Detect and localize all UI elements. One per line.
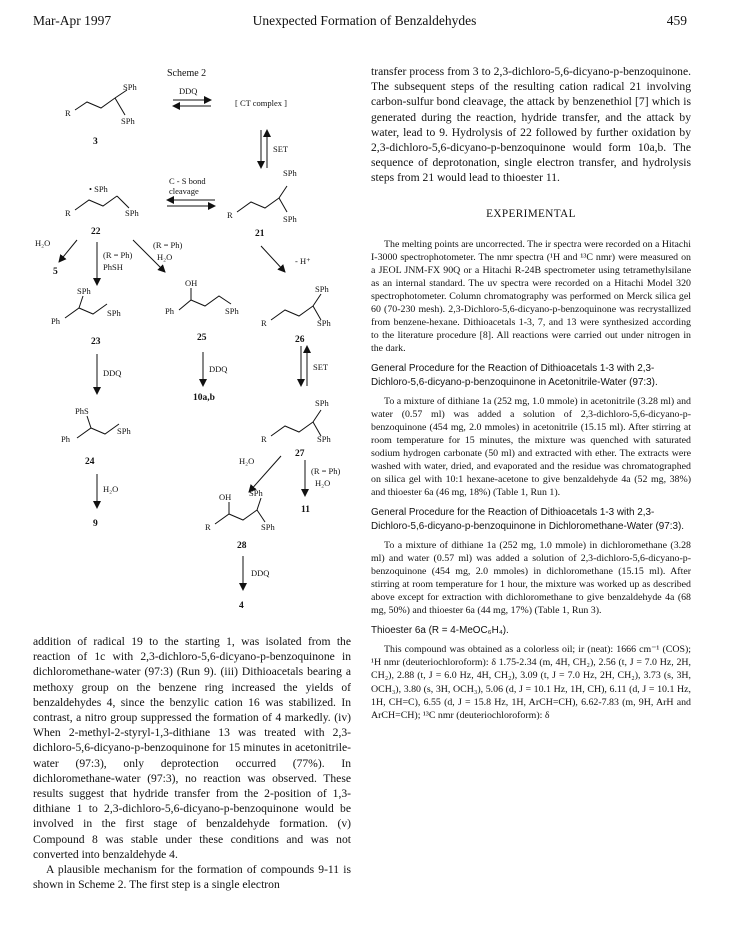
thioester-title: Thioester 6a (R = 4-MeOC₆H₄). [371, 625, 509, 637]
scheme-label-oh-25: OH [185, 278, 198, 288]
procedure-2-title: General Procedure for the Reaction of Dithioacetals 1-3 with 2,3-Dichloro-5,6-dicyano-p-benzoquinone in Dichloromethane-Water (97:3). [371, 507, 685, 532]
reaction-scheme [25, 60, 355, 620]
compound-21: 21 [255, 229, 265, 239]
scheme-label-ph-25: Ph [165, 306, 174, 316]
scheme-label-sph-21a: SPh [283, 168, 297, 178]
scheme-label-cs-cleavage-1: C - S bond [169, 176, 206, 186]
procedure-1-text: To a mixture of dithiane 1a (252 mg, 1.0 mmole) in acetonitrile (3.28 ml) and water (0.57 ml) was added a solution of 2,3-dichloro-5,6-dicyano-p-benzoquinone (454 mg, 2.0 mmoles) in acetonitrile (15.15 ml). After stirring at room temperature for 15 minutes, the mixture was quenched with saturated sodium hydrogen carbonate (50 ml) and extracted with ether. The extracts were washed with water, dried, and evaporated and the residue was chromatographed on silica gel with 10:1 hexane-acetone to give benzaldehyde 4a (52 mg, 38%) and thioester 6a (46 mg, 18%) (Table 1, Run 1). [371, 395, 691, 499]
compound-4: 4 [239, 601, 244, 611]
compound-27: 27 [295, 449, 305, 459]
compound-25: 25 [197, 333, 207, 343]
thioester-text: This compound was obtained as a colorless oil; ir (neat): 1666 cm⁻¹ (COS); ¹H nmr (deuteriochloroform): δ 1.75-2.34 (m, 4H, CH₂), 2.56 (t, J = 7.0 Hz, 2H, CH₂), 2.88 (t, J = 6.0 Hz, 4H, CH₂), 3.09 (t, J = 7.0 Hz, 2H, CH₂), 3.73 (s, 3H, OCH₃), 3.80 (s, 3H, OCH₃), 5.06 (d, J = 10.1 Hz, 1H, CH), 6.11 (d, J = 10.1 Hz, 1H, CH=C), 6.55 (d, J = 15.8 Hz, 1H, ArCH=CH), 6.62-7.83 (m, 9H, ArH and ArCH=CH); ¹³C nmr (deuteriochloroform): δ [371, 644, 691, 721]
scheme-label-ddq-2: DDQ [209, 364, 228, 374]
scheme-label-r-27: R [261, 434, 267, 444]
scheme-label-sph-21b: SPh [283, 214, 297, 224]
scheme-label-rph-2: (R = Ph) [153, 240, 183, 250]
scheme-label-phsh: PhSH [103, 262, 123, 272]
procedure-2-text: To a mixture of dithiane 1a (252 mg, 1.0 mmole) in dichloromethane (3.28 ml) and water (0.57 ml) was added a solution of 2,3-dichloro-5,6-dicyano-p-benzoquinone (454 mg, 2.0 mmoles) in dichloromethane (15.15 ml). After stirring at room temperature for 1 hour, the mixture was worked up as described above except for extraction with dichloromethane to give benzaldehyde 4a (68 mg, 50%) and thioester 6a (44 mg, 17%) (Table 1, Run 3). [371, 539, 691, 617]
scheme-label-rph-3: (R = Ph) [311, 466, 341, 476]
page-number: 459 [666, 13, 687, 28]
compound-26: 26 [295, 335, 305, 345]
scheme-label-sph-22: SPh [125, 208, 139, 218]
scheme-label-sph-27a: SPh [315, 398, 329, 408]
scheme-label-minus-h: - H⁺ [295, 256, 311, 266]
scheme-label-sph-23b: SPh [107, 308, 121, 318]
scheme-label-h2o-2: H₂O [157, 252, 173, 262]
scheme-label-h2o-3: H₂O [103, 484, 119, 494]
scheme-label-set-2: SET [313, 362, 329, 372]
scheme-label-sph-3b: SPh [121, 116, 135, 126]
scheme-label-r-22: R [65, 208, 71, 218]
scheme-label-ddq-4: DDQ [251, 568, 270, 578]
scheme-label-ct-complex: [ CT complex ] [235, 98, 288, 108]
scheme-label-h2o-1: H₂O [35, 238, 51, 248]
scheme-label-dot-sph: • SPh [89, 184, 108, 194]
compound-11: 11 [301, 505, 310, 515]
compound-9a: 9 [93, 519, 98, 529]
left-paragraph-2: A plausible mechanism for the formation of compounds 9-11 is shown in Scheme 2. The first step is a single electron [33, 863, 351, 892]
scheme-label-sph-26a: SPh [315, 284, 329, 294]
right-paragraph-1: transfer process from 3 to 2,3-dichloro-5,6-dicyano-p-benzoquinone. The subsequent steps of the resulting cation radical 21 involving carbon-sulfur bond cleavage, the attack by benzenethiol [7] which is generated during the reaction, hydride transfer, and the attack by water, lead to 9. Hydrolysis of 22 followed by further oxidation by 2,3-dichloro-5,6-dicyano-p-benzoquinone would form 10a,b. The sequence of deprotonation, single electron transfer, and hydrolysis steps from 21 would lead to thioester 11. [371, 65, 691, 185]
compound-23: 23 [91, 337, 101, 347]
left-paragraph-1: addition of radical 19 to the starting 1, was isolated from the reaction of 1c with 2,3-dichloro-5,6-dicyano-p-benzoquinone in dichloromethane-water (97:3) (Run 9). (iii) Dithioacetals bearing a methoxy group on the benzene ring increased the yields of benzaldehydes 4, since the benzylic cation 16 was stabilized. In contrast, a nitro group suppressed the formation of 4 markedly. (iv) When 2-methyl-2-styryl-1,3-dithiane 13 was treated with 2,3-dichloro-5,6-dicyano-p-benzoquinone for 15 minutes in acetonitrile-water (97:3), only deprotection occurred (77%). In dichloromethane-water (97:3), no reaction was observed. These results suggest that hydride transfer from the 2-position of 1,3-dithiane 1 to 2,3-dichloro-5,6-dicyano-p-benzoquinone would be involved in the first stage of benzaldehyde formation. (v) Compound 8 was stable under these conditions and was not converted into benzaldehyde 4. [33, 635, 351, 861]
scheme-label-oh-28: OH [219, 492, 232, 502]
scheme-label-set-1: SET [273, 144, 289, 154]
scheme-label-ph-23: Ph [51, 316, 60, 326]
scheme-label-sph-3a: SPh [123, 82, 137, 92]
scheme-label-sph-26b: SPh [317, 318, 331, 328]
right-column [371, 64, 691, 722]
scheme-label-r-28: R [205, 522, 211, 532]
running-header-title: Unexpected Formation of Benzaldehydes [252, 13, 477, 28]
scheme-label-sph-23a: SPh [77, 286, 91, 296]
scheme-label-sph-25: SPh [225, 306, 239, 316]
scheme-label-h2o-4: H₂O [239, 456, 255, 466]
scheme-label-sph-28b: SPh [261, 522, 275, 532]
scheme-label-sph-28a: SPh [249, 488, 263, 498]
scheme-label-r-3: R [65, 108, 71, 118]
scheme-title: Scheme 2 [167, 68, 207, 79]
scheme-figure [25, 60, 355, 620]
structure-3-chain [75, 98, 115, 110]
compound-22: 22 [91, 227, 101, 237]
scheme-label-cs-cleavage-2: cleavage [169, 186, 199, 196]
scheme-label-r-21: R [227, 210, 233, 220]
scheme-label-h2o-5: H₂O [315, 478, 331, 488]
scheme-label-ddq-3: DDQ [103, 368, 122, 378]
scheme-label-ddq-1: DDQ [179, 86, 198, 96]
compound-3: 3 [93, 137, 98, 147]
compound-10ab: 10a,b [193, 393, 215, 403]
scheme-label-sph-24: SPh [117, 426, 131, 436]
compound-24: 24 [85, 457, 95, 467]
scheme-label-ph-24: Ph [61, 434, 70, 444]
experimental-paragraph: The melting points are uncorrected. The ir spectra were recorded on a Hitachi I-3000 spectrophotometer. The nmr spectra (¹H and ¹³C nmr) were measured on a JEOL JNM-FX 90Q or a Hitachi R-24B spectrometer using tetramethylsilane as an internal standard. The uv spectra were recorded on a Hitachi Model 320 spectrophotometer. Column chromatography was performed on Merck silica gel 60 (70-230 mesh). 2,3-Dichloro-5,6-dicyano-p-benzoquinone was recrystallized from benzene-hexane. Dithioacetals 1-3, 7, and 13 were synthesized according to the literature procedure [8]. All reactions were carried out under nitrogen in the dark. [371, 238, 691, 355]
scheme-label-rph-1: (R = Ph) [103, 250, 133, 260]
compound-28: 28 [237, 541, 247, 551]
scheme-label-r-26: R [261, 318, 267, 328]
scheme-label-phs-24: PhS [75, 406, 89, 416]
scheme-label-sph-27b: SPh [317, 434, 331, 444]
section-title-experimental: EXPERIMENTAL [486, 207, 576, 220]
compound-5: 5 [53, 267, 58, 277]
left-column [33, 634, 351, 892]
running-header-date: Mar-Apr 1997 [33, 13, 112, 28]
procedure-1-title: General Procedure for the Reaction of Dithioacetals 1-3 with 2,3-Dichloro-5,6-dicyano-p-benzoquinone in Acetonitrile-Water (97:3). [371, 363, 658, 388]
